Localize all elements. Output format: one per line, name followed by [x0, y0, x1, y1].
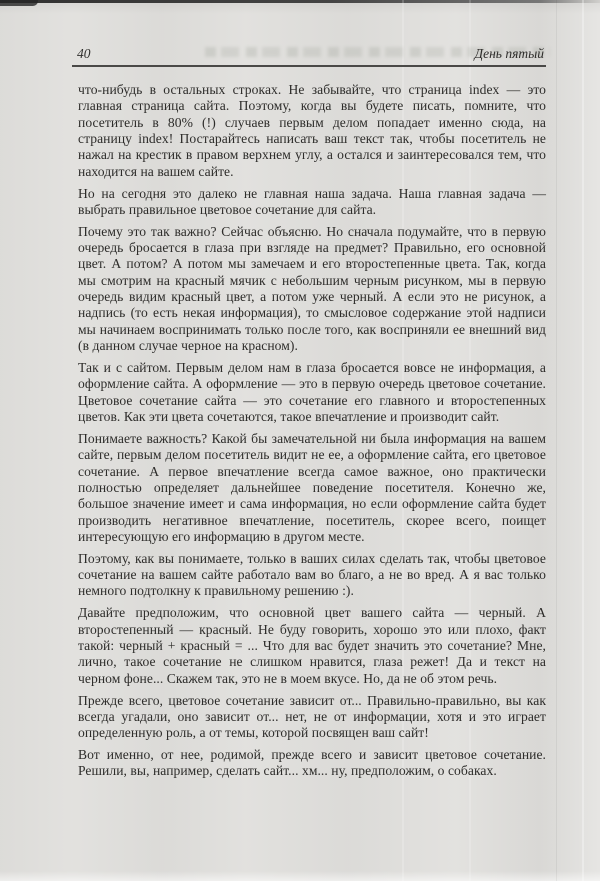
scan-corner-artifact: [0, 0, 38, 6]
body-paragraph: что-нибудь в остальных строках. Не забывайте, что страница index — это главная страница сайта. Поэтому, когда вы будете писать, помните, что посетитель в 80% (!) случаев первым делом попадает именно сюда, на страницу index! Постарайтесь написать ваш текст так, чтобы посетитель не нажал на крестик в правом верхнем углу, а остался и заинтересовался тем, что находится на вашем сайте.: [78, 82, 546, 179]
body-paragraph: Вот именно, от нее, родимой, прежде всего и зависит цветовое сочетание. Решили, вы, например, сделать сайт... хм... ну, предположим, о собаках.: [78, 747, 546, 779]
scanner-streak: [582, 0, 584, 881]
body-paragraph: Давайте предположим, что основной цвет вашего сайта — черный. А второстепенный — красный. Не буду говорить, хорошо это или плохо, факт такой: черный + красный = ... Что для вас будет значить это сочетание? Мне, лично, такое сочетание не слишком нравится, глаза режет! Да и текст на черном фоне... Скажем так, это не в моем вкусе. Но, да не об этом речь.: [78, 605, 546, 686]
body-paragraph: Прежде всего, цветовое сочетание зависит от... Правильно-правильно, вы как всегда угадали, оно зависит от... нет, не от информации, хотя и это играет определенную роль, а от темы, которой посвящен ваш сайт!: [78, 692, 546, 741]
page-header: [72, 42, 546, 67]
scanner-streak: [556, 0, 557, 881]
body-paragraph: Но на сегодня это далеко не главная наша задача. Наша главная задача — выбрать правильное цветовое сочетание для сайта.: [78, 185, 546, 217]
body-paragraph: Так и с сайтом. Первым делом нам в глаза бросается вовсе не информация, а оформление сайта. А оформление — это в первую очередь цветовое сочетание. Цветовое сочетание сайта — это сочетание его главного и второстепенных цветов. Как эти цвета сочетаются, такое впечатление и производит сайт.: [78, 360, 546, 425]
body-paragraph: Понимаете важность? Какой бы замечательной ни была информация на вашем сайте, первым делом посетитель видит не ее, а оформление сайта, его цветовое сочетание. А первое впечатление всегда самое важное, оно практически полностью определяет дальнейшее поведение посетителя. Конечно же, большое значение имеет и сама информация, но если оформление сайта будет производить негативное впечатление, посетитель, скорее всего, поищет интересующую его информацию в другом месте.: [78, 430, 546, 544]
body-paragraph: Поэтому, как вы понимаете, только в ваших силах сделать так, чтобы цветовое сочетание на вашем сайте работало вам во благо, а не во вред. А я вас только немного подтолкну к правильному решению :).: [78, 550, 546, 599]
body-paragraph: Почему это так важно? Сейчас объясню. Но сначала подумайте, что в первую очередь бросается в глаза при взгляде на предмет? Правильно, его основной цвет. А потом? А потом мы замечаем и его второстепенные цвета. Так, когда мы смотрим на красный мячик с небольшим черным рисунком, мы в первую очередь видим красный цвет, а потом уже черный. А если это не рисунок, а надпись (то есть некая информация), то смысловое содержание этой надписи мы начинаем воспринимать только после того, как восприняли ее внешний вид (в данном случае черное на красном).: [78, 223, 546, 354]
scan-edge-artifact: [0, 0, 600, 3]
page-number: 40: [77, 46, 91, 61]
body-text: [78, 82, 546, 785]
running-title: День пятый: [474, 46, 544, 61]
